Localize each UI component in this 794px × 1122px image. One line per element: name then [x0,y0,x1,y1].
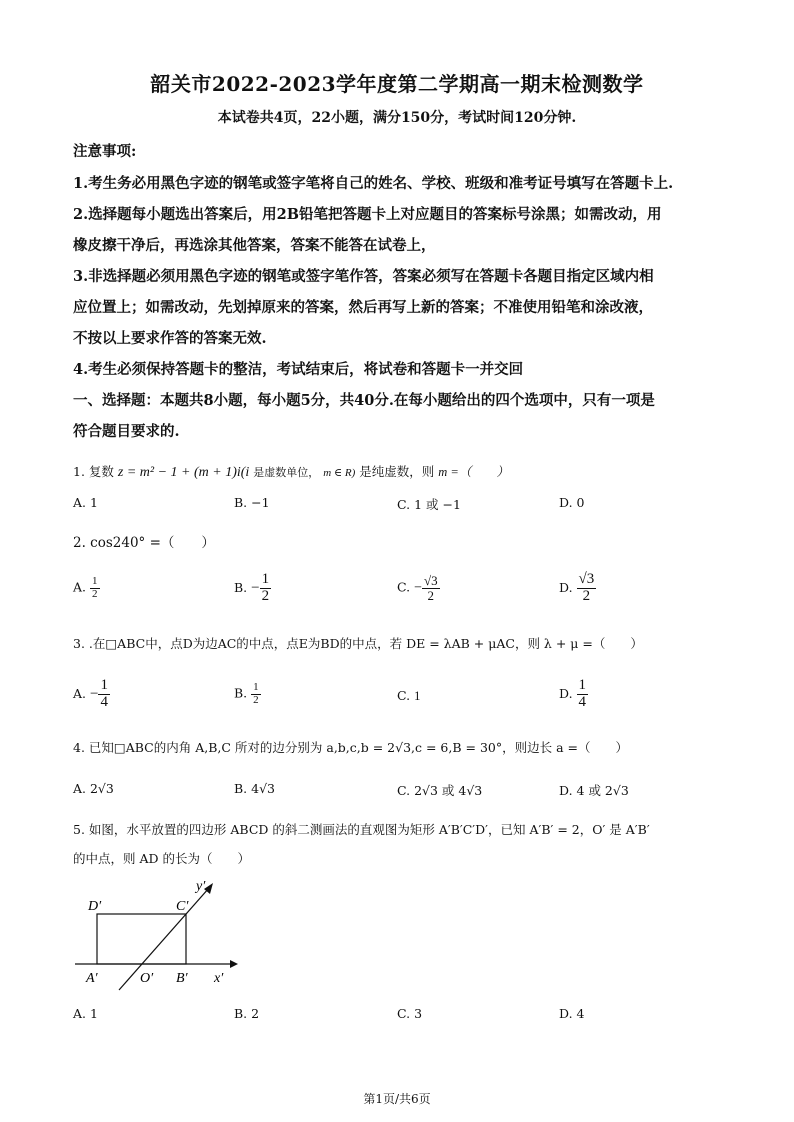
notice-line-2: 2.选择题每小题选出答案后，用2B铅笔把答题卡上对应题目的答案标号涂黑；如需改动，用 [73,206,662,223]
q5-option-d: D. 4 [559,1006,585,1021]
q1-option-c: C. 1 或 −1 [397,497,461,512]
label-y: y′ [196,879,206,894]
exam-info: 本试卷共4页，22小题，满分150分，考试时间120分钟. [217,110,577,126]
section-heading-line-1: 一、选择题：本题共8小题，每小题5分，共40分.在每小题给出的四个选项中，只有一项是 [73,392,655,409]
label-d: D′ [88,899,102,914]
q2-label-d: D. [559,579,573,595]
q3-fraction-d [577,678,589,711]
q3-label-b: B. [234,685,248,701]
q5-option-c: C. 3 [397,1006,423,1021]
label-x: x′ [214,971,224,986]
q1-option-a: A. 1 [73,495,98,510]
q3-d-num: 1 [578,677,587,693]
label-b: B′ [176,971,188,986]
q2-c-den: 2 [427,587,435,603]
q1-option-b: B. −1 [234,495,270,510]
q2-c-sign: − [414,580,422,596]
q2-label-a: A. [73,579,87,595]
notice-line-1: 1.考生务必用黑色字迹的钢笔或签字笔将自己的姓名、学校、班级和准考证号填写在答题卡上. [73,175,674,192]
q3-d-den: 4 [578,693,587,710]
q2-label-b: B. [234,579,248,595]
q2-fraction-a [90,576,100,600]
q1-suffix: 是纯虚数，则 [359,464,435,479]
question-5-line-1: 5. 如图，水平放置的四边形 ABCD 的斜二测画法的直观图为矩形 A′B′C′D′，已知 A′B′ = 2，O′ 是 A′B′ [73,822,650,837]
q2-b-den: 2 [261,587,270,604]
q2-a-den: 2 [92,587,98,600]
q2-b-num: 1 [261,571,270,587]
notice-line-4: 3.非选择题必须用黑色字迹的钢笔或签字笔作答，答案必须写在答题卡各题目指定区域内相 [73,268,654,285]
page-number: 第1页/共6页 [363,1092,431,1106]
q2-d-num: √3 [578,571,595,587]
q1-condition: m ∈ R) [323,467,356,479]
question-3: 3. .在□ABC中，点D为边AC的中点，点E为BD的中点，若 DE = λAB + μAC，则 λ + μ =（ ） [73,636,643,651]
q3-label-a: A. [73,685,87,701]
q1-prefix: 1. 复数 [73,464,114,479]
notice-line-3: 橡皮擦干净后，再选涂其他答案，答案不能答在试卷上， [73,237,436,254]
q2-option-c [397,574,440,602]
q3-b-num: 1 [253,681,259,693]
q3-fraction-b [251,682,261,706]
q1-formula: z = m² − 1 + (m + 1)i(i [117,465,250,480]
rectangle-abcd [97,914,186,964]
q5-option-b: B. 2 [234,1006,260,1021]
q2-option-d [559,572,596,605]
question-4: 4. 已知□ABC的内角 A,B,C 所对的边分别为 a,b,c,b = 2√3,c = 6,B = 30°，则边长 a =（ ） [73,740,628,755]
q2-d-den: 2 [582,587,591,604]
q4-option-c: C. 2√3 或 4√3 [397,783,483,798]
q2-c-num: √3 [423,573,438,588]
q2-option-b [234,572,271,605]
q3-fraction-a [98,678,110,711]
q2-option-a [73,576,100,600]
q5-option-a: A. 1 [73,1006,98,1021]
label-c: C′ [176,899,189,914]
q1-middle: 是虚数单位， [253,466,320,479]
question-2: 2. cos240° =（ ） [73,535,215,551]
question-5-line-2: 的中点，则 AD 的长为（ ） [73,851,250,866]
q3-option-d [559,678,588,711]
q5-figure [70,872,240,997]
q4-option-a: A. 2√3 [73,781,114,796]
q3-label-d: D. [559,685,573,701]
label-a: A′ [86,971,98,986]
q3-option-c [397,688,420,704]
q3-a-sign: − [90,685,99,702]
q3-a-num: 1 [100,677,108,693]
notice-line-6: 不按以上要求作答的答案无效. [73,330,267,347]
q3-label-c: C. [397,688,411,703]
label-o: O′ [140,971,154,986]
q4-option-b: B. 4√3 [234,781,276,796]
q3-option-a [73,678,110,711]
notice-line-7: 4.考生必须保持答题卡的整洁，考试结束后，将试卷和答题卡一并交回 [73,361,524,378]
page-title: 韶关市2022-2023学年度第二学期高一期末检测数学 [150,72,644,96]
q2-fraction-c [422,574,440,602]
q2-label-c: C. [397,579,411,595]
q2-b-sign: − [251,579,260,596]
y-axis [119,888,209,990]
q3-b-den: 2 [253,693,259,706]
q3-option-b [234,682,261,706]
q3-c-value: 1 [414,689,421,703]
q2-a-num: 1 [92,575,98,587]
question-1 [73,462,509,481]
q1-option-d: D. 0 [559,495,585,510]
q2-fraction-b [260,572,272,605]
q4-option-d: D. 4 或 2√3 [559,783,629,798]
q3-a-den: 4 [100,693,108,710]
x-axis-arrow [230,960,238,968]
notice-line-5: 应位置上；如需改动，先划掉原来的答案，然后再写上新的答案；不准使用铅笔和涂改液， [73,299,653,316]
q2-fraction-d [577,572,597,605]
section-heading-line-2: 符合题目要求的. [73,423,180,440]
q1-ask: m =（ ） [438,465,509,479]
notice-heading: 注意事项: [73,143,137,160]
